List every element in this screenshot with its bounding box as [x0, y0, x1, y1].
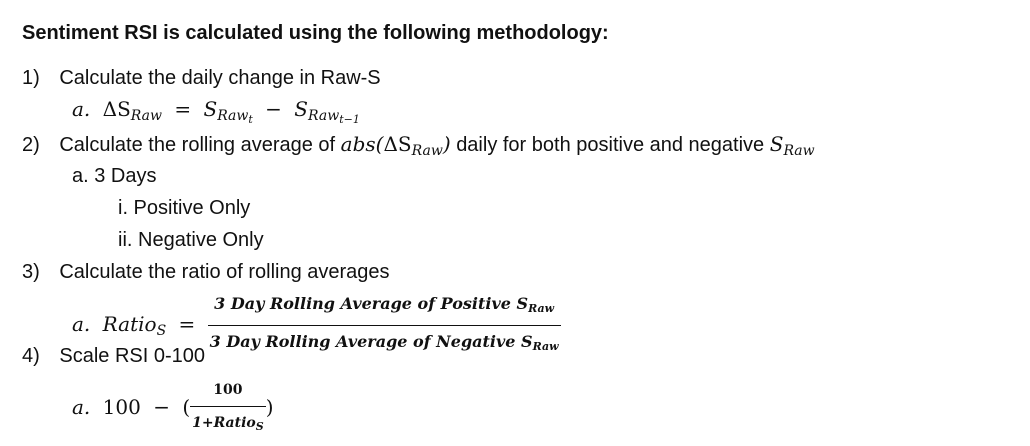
fraction-numerator: 100 [190, 376, 266, 407]
subscript: Raw [532, 340, 559, 353]
page-title: Sentiment RSI is calculated using the following methodology: [22, 22, 609, 44]
step-1 [22, 66, 381, 90]
minus-sign: − [153, 395, 170, 419]
hundred-value: 100 [102, 395, 141, 419]
subscript: S [255, 420, 264, 433]
step-2 [22, 132, 815, 163]
fraction-denominator [208, 326, 561, 361]
formula-delta-s [72, 97, 360, 132]
s-raw-symbol [769, 132, 815, 159]
subscript: Raw [308, 108, 340, 124]
s-symbol: S [203, 97, 218, 121]
equals-sign: = [178, 312, 196, 336]
step-text: Calculate the rolling average of [59, 134, 336, 156]
minus-sign: − [265, 97, 282, 121]
sub-item-positive-only: i. Positive Only [118, 197, 251, 219]
subscript: S [156, 323, 167, 339]
abs-label: abs( [340, 132, 384, 156]
subscript: t [248, 113, 253, 126]
formula-rsi [72, 376, 274, 441]
sub-item-label: a. [72, 312, 91, 336]
fraction-denominator [190, 407, 266, 441]
step-number: 2) [22, 134, 40, 156]
step-4 [22, 344, 205, 368]
sub-item-3-days: a. 3 Days [72, 165, 157, 187]
rsi-fraction [190, 376, 266, 441]
ratio-fraction [208, 290, 561, 361]
subscript: Raw [528, 302, 555, 315]
subscript: Raw [130, 108, 162, 124]
subscript: Raw [217, 108, 249, 124]
paren: ) [442, 132, 451, 156]
subscript: t−1 [339, 113, 360, 126]
step-text: Calculate the daily change in Raw-S [59, 67, 381, 89]
delta-s-symbol: ΔS [383, 132, 412, 156]
s-symbol: S [769, 132, 784, 156]
subscript: Raw [783, 143, 815, 159]
step-text: Calculate the ratio of rolling averages [59, 261, 390, 283]
step-number: 3) [22, 261, 40, 283]
step-number: 4) [22, 345, 40, 367]
step-3 [22, 260, 390, 284]
subscript: Raw [411, 143, 443, 159]
denominator-text: 3 Day Rolling Average of Negative S [209, 332, 533, 351]
paren: ) [265, 395, 274, 419]
abs-formula [340, 132, 451, 159]
sub-item-label: a. [72, 395, 91, 419]
ratio-symbol: Ratio [102, 312, 157, 336]
step-text: Scale RSI 0-100 [59, 345, 205, 367]
denominator-text: 1+Ratio [192, 415, 256, 431]
paren: ( [182, 395, 191, 419]
sub-item-negative-only: ii. Negative Only [118, 229, 264, 251]
equals-sign: = [174, 97, 192, 121]
step-number: 1) [22, 67, 40, 89]
numerator-text: 3 Day Rolling Average of Positive S [214, 294, 529, 313]
s-symbol: S [294, 97, 308, 121]
sub-item-label: a. [72, 97, 91, 121]
step-text-continued: daily for both positive and negative [456, 134, 765, 156]
fraction-numerator [208, 290, 561, 326]
delta-s-symbol: ΔS [102, 97, 131, 121]
